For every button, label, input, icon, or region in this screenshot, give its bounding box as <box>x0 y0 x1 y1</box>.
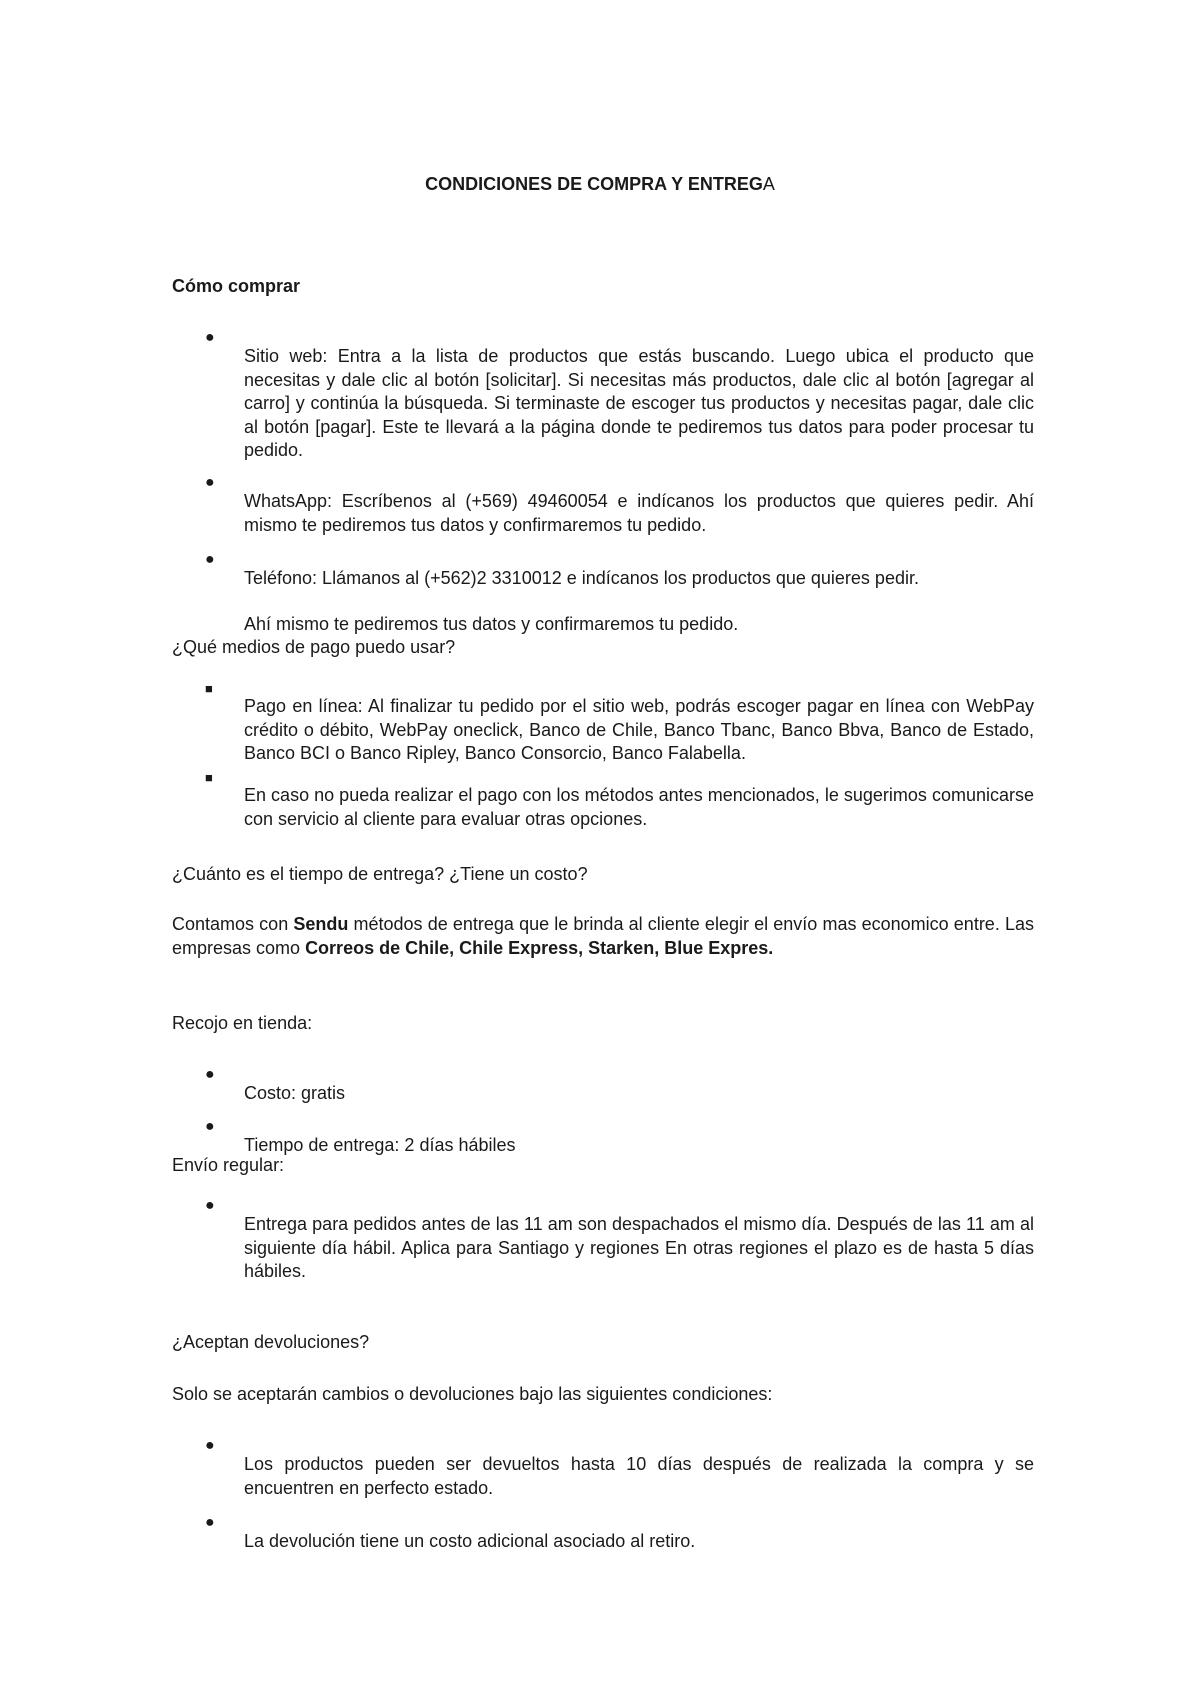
entrega-intro-text-1: Contamos con <box>172 914 294 934</box>
recojo-heading: Recojo en tienda: <box>172 1013 313 1033</box>
bullet-square: ■ <box>205 681 213 696</box>
bullet-dot: ● <box>205 1118 215 1135</box>
envio-heading: Envío regular: <box>172 1155 285 1175</box>
section-heading-como-comprar: Cómo comprar <box>172 276 301 296</box>
list-item-devolucion-plazo: Los productos pueden ser devueltos hasta 10 días después de realizada la compra y se encuentren en perfecto estado. <box>244 1454 1034 1498</box>
bullet-dot: ● <box>205 474 215 491</box>
entrega-intro-text-2: métodos de entrega que le brinda al cliente elegir el envío mas economico entre. Las empresas como <box>172 914 1034 958</box>
section-heading-entrega: ¿Cuánto es el tiempo de entrega? ¿Tiene un costo? <box>172 864 588 884</box>
entrega-intro-sendu: Sendu <box>293 914 349 934</box>
bullet-dot: ● <box>205 1197 215 1214</box>
document-title <box>0 174 1200 195</box>
section-heading-medios-pago: ¿Qué medios de pago puedo usar? <box>172 637 456 657</box>
list-item-telefono: Teléfono: Llámanos al (+562)2 3310012 e indícanos los productos que quieres pedir. <box>244 568 919 588</box>
bullet-dot: ● <box>205 1514 215 1531</box>
entrega-intro <box>172 913 1034 960</box>
bullet-dot: ● <box>205 329 215 346</box>
title-tail: A <box>762 174 775 194</box>
bullet-dot: ● <box>205 551 215 568</box>
list-item-envio-regular: Entrega para pedidos antes de las 11 am son despachados el mismo día. Después de las 11 am al siguiente día hábil. Aplica para Santiago y regiones En otras regiones el plazo es de hasta 5 días hábiles. <box>244 1214 1034 1281</box>
entrega-intro-empresas: Correos de Chile, Chile Express, Starken, Blue Expres. <box>305 937 774 958</box>
list-item-sitio-web: Sitio web: Entra a la lista de productos que estás buscando. Luego ubica el producto que necesitas y dale clic al botón [solicitar]. Si necesitas más productos, dale clic al botón [agregar al carro] y continúa la búsqueda. Si terminaste de escoger tus productos y necesitas pagar, dale clic al botón [pagar]. Este te llevará a la página donde te pediremos tus datos para poder procesar tu pedido. <box>244 346 1034 460</box>
title-main: CONDICIONES DE COMPRA Y ENTREG <box>425 174 763 194</box>
devoluciones-intro: Solo se aceptarán cambios o devoluciones bajo las siguientes condiciones: <box>172 1384 773 1404</box>
list-item-devolucion-costo: La devolución tiene un costo adicional asociado al retiro. <box>244 1531 696 1551</box>
telefono-note: Ahí mismo te pediremos tus datos y confirmaremos tu pedido. <box>244 614 739 634</box>
section-heading-devoluciones: ¿Aceptan devoluciones? <box>172 1332 370 1352</box>
list-item-pago-en-linea: Pago en línea: Al finalizar tu pedido por el sitio web, podrás escoger pagar en línea con WebPay crédito o débito, WebPay oneclick, Banco de Chile, Banco Tbanc, Banco Bbva, Banco de Estado, Banco BCI o Banco Ripley, Banco Consorcio, Banco Falabella. <box>244 696 1034 763</box>
bullet-dot: ● <box>205 1437 215 1454</box>
bullet-dot: ● <box>205 1066 215 1083</box>
list-item-costo: Costo: gratis <box>244 1083 346 1103</box>
bullet-square: ■ <box>205 770 213 785</box>
list-item-otras-opciones: En caso no pueda realizar el pago con los métodos antes mencionados, le sugerimos comunicarse con servicio al cliente para evaluar otras opciones. <box>244 785 1034 829</box>
list-item-tiempo-entrega: Tiempo de entrega: 2 días hábiles <box>244 1135 516 1155</box>
list-item-whatsapp: WhatsApp: Escríbenos al (+569) 49460054 e indícanos los productos que quieres pedir. Ahí mismo te pediremos tus datos y confirmaremos tu pedido. <box>244 491 1034 535</box>
